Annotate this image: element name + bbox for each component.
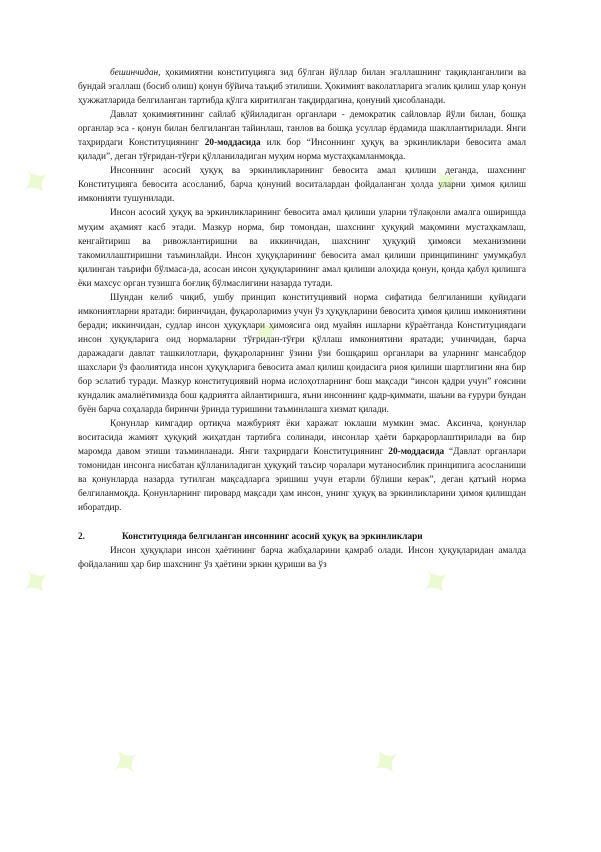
paragraph-4: Инсон асосий ҳуқуқ ва эркинликларининг бевосита амал қилиши уларни тўлақонли амалга оширишда муҳим аҳамият касб этади. Мазкур норма, бир томондан, шахснинг ҳуқуқий мақомини мустаҳкамлаш, кенгайтириш ва ривожлантиришни ва иккинчидан, шахснинг ҳуқуқий ҳимояси механизмини такомиллаштиришни таъминлайди. Инсон ҳуқуқларининг бевосита амал қилиши принципининг умумқабул қилинган таърифи бўлмаса-да, асосан инсон ҳуқуқларининг амал қилиши алоҳида қонун, қонда қабул қилишга ёки махсус орган тузишга боғлиқ бўлмаслигини назарда тутади. (78, 208, 526, 289)
paragraph-6: Қонунлар кимгадир ортиқча мажбурият ёки харажат юклаши мумкин эмас. Аксинча, қонунлар воситасида жамият ҳуқуқий жиҳатдан тартибга солинади, инсонлар ҳаёти барқарорлаштирилади ва бир маромда давом этиши таъминланади. Янги таҳрирдаги Конституциянинг 20-моддасида “Давлат органлари томонидан инсонга нисбатан қўлланиладиган ҳуқуқий таъсир чоралари мутаносиблик принципига асосланиши ва қонунларда назарда тутилган мақсадларга эришиш учун етарли бўлиши керак”, деган қатъий норма белгиланмоқда. Қонунларнинг пировард мақсади ҳам инсон, унинг ҳуқуқ ва эркинликларини ҳимоя қилишдан иборатдир. (78, 419, 526, 514)
paragraph-5: Шундан келиб чиқиб, ушбу принцип конституциявий норма сифатида белгиланиши қуйидаги имкониятларни яратади: биринчидан, фуқароларимиз учун ўз ҳуқуқларини бевосита ҳимоя қилиш имкониятини беради; иккинчидан, судлар инсон ҳуқуқлари ҳимоясига оид муайян ишларни кўраётганда Конституциядаги инсон ҳуқуқларига оид нормаларни тўғридан-тўғри қўллаш имкониятини яратади; учинчидан, барча даражадаги давлат ташкилотлари, фуқароларнинг ўзини ўзи бошқариш органлари ва уларнинг мансабдор шахслари ўз фаолиятида инсон ҳуқуқларига бевосита амал қилиш қоидасига риоя қилиши шартлигини яна бир бор эслатиб туради. Мазкур конституциявий норма ислоҳотларнинг бош мақсади “инсон қадри учун” ғоясини кундалик амалиётимизда бош қадриятга айлантиришга, яъни инсоннинг қадр-қиммати, шаъни ва ғурури бундан буён барча соҳаларда биринчи ўринда туришини таъминлашга хизмат қилади. (78, 292, 526, 416)
watermark-icon: ✦ (409, 554, 464, 612)
paragraph-2: Давлат ҳокимиятининг сайлаб қўйиладиган органлари - демократик сайловлар йўли билан, бошқа органлар эса - қонун билан белгиланган тайинлаш, танлов ва бошқа усуллар ёрдамида шакллантирилади. Янги таҳрирдаги Конституциянинг 20-моддасида илк бор “Инсоннинг ҳуқуқ ва эркинликлари бевосита амал қилади”, деган тўғридан-тўғри қўлланиладиган муҳим норма мустаҳкамланмоқда. (78, 110, 526, 163)
section-title: Конституцияда белгиланган инсоннинг асосий ҳуқуқ ва эркинликлари (122, 531, 423, 542)
paragraph-1: бешинчидан, ҳокимиятни конституцияга зид бўлган йўллар билан эгаллашнинг тақиқланганлиги ва бундай эгаллаш (босиб олиш) қонун бўйича таъқиб этилиши. Ҳокимият ваколатларига эгалик қилиш улар қонун ҳужжатларида белгиланган тартибда қўлга киритилган тақдирдагина, қонуний ҳисобланади. (78, 68, 526, 107)
document-page (78, 66, 526, 572)
paragraph-3: Инсоннинг асосий ҳуқуқ ва эркинликларининг бевосита амал қилиши деганда, шахснинг Конституцияга бевосита асосланиб, барча қонуний воситалардан фойдаланган ҳолда уларни ҳимоя қилиш имконияти тушунилади. (78, 166, 526, 205)
watermark-icon: ✦ (9, 154, 64, 212)
watermark-icon: ✦ (99, 734, 154, 792)
section-heading (78, 530, 526, 544)
watermark-icon: ✦ (359, 734, 414, 792)
section-number: 2. (78, 531, 85, 542)
paragraph-7: Инсон ҳуқуқлари инсон ҳаётининг барча жабҳаларини қамраб олади. Инсон ҳуқуқларидан амалда фойдаланиш ҳар бир шахснинг ўз ҳаётини эркин қуриши ва ўз (78, 545, 526, 570)
watermark-icon: ✦ (239, 304, 294, 362)
watermark-icon: ✦ (9, 554, 64, 612)
watermark-icon: ✦ (419, 154, 474, 212)
